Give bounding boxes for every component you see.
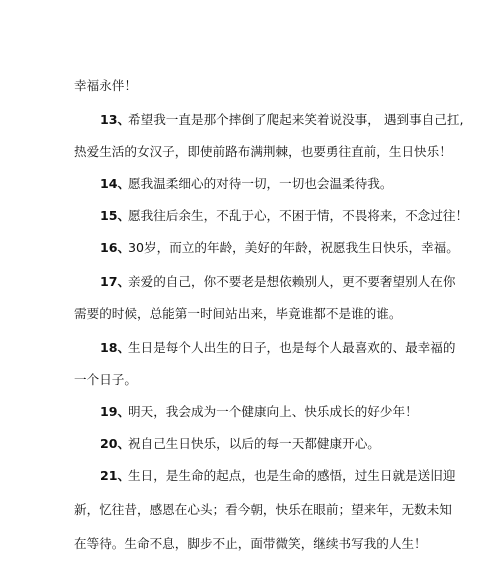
item-number: 19、 (100, 404, 131, 419)
line-text: 祝自己生日快乐，以后的每一天都健康开心。 (128, 436, 380, 451)
text-line (100, 338, 455, 358)
line-text: 热爱生活的女汉子，即使前路布满荆棘，也要勇往直前，生日快乐！ (74, 144, 452, 159)
line-text: 愿我温柔细心的对待一切，一切也会温柔待我。 (128, 176, 393, 191)
line-text: 30岁，而立的年龄，美好的年龄，祝愿我生日快乐，幸福。 (128, 240, 459, 255)
item-number: 18、 (100, 340, 131, 355)
line-text: 一个日子。 (74, 372, 137, 387)
item-number: 17、 (100, 274, 131, 289)
item-number: 20、 (100, 436, 131, 451)
line-text: 新，忆往昔，感恩在心头；看今朝，快乐在眼前；望来年，无数未知 (74, 502, 452, 517)
text-line (100, 110, 463, 130)
text-line (100, 434, 380, 454)
text-line (100, 402, 418, 422)
line-text: 愿我往后余生，不乱于心，不困于情，不畏将来，不念过往！ (128, 208, 469, 223)
item-number: 21、 (100, 468, 131, 483)
text-line (100, 174, 392, 194)
line-text: 生日是每个人出生的日子，也是每个人最喜欢的、最幸福的 (128, 340, 456, 355)
item-number: 15、 (100, 208, 131, 223)
text-line (74, 500, 452, 520)
line-text: 希望我一直是那个摔倒了爬起来笑着说没事， 遇到事自己扛, (128, 112, 464, 127)
line-text: 生日，是生命的起点，也是生命的感悟，过生日就是送旧迎 (128, 468, 456, 483)
line-text: 在等待。生命不息，脚步不止，面带微笑，继续书写我的人生！ (74, 536, 427, 551)
line-text: 亲爱的自己，你不要老是想依赖别人，更不要奢望别人在你 (128, 274, 456, 289)
text-line (100, 238, 459, 258)
text-line (74, 76, 137, 96)
text-line (74, 370, 137, 390)
line-text: 明天，我会成为一个健康向上、快乐成长的好少年！ (128, 404, 418, 419)
line-text: 幸福永伴！ (74, 78, 137, 93)
text-line (74, 142, 452, 162)
text-line (74, 304, 401, 324)
text-line (100, 206, 468, 226)
text-line (100, 272, 455, 292)
item-number: 16、 (100, 240, 131, 255)
text-line (100, 466, 455, 486)
item-number: 13、 (100, 112, 131, 127)
item-number: 14、 (100, 176, 131, 191)
text-line (74, 534, 427, 554)
line-text: 需要的时候，总能第一时间站出来，毕竟谁都不是谁的谁。 (74, 306, 402, 321)
